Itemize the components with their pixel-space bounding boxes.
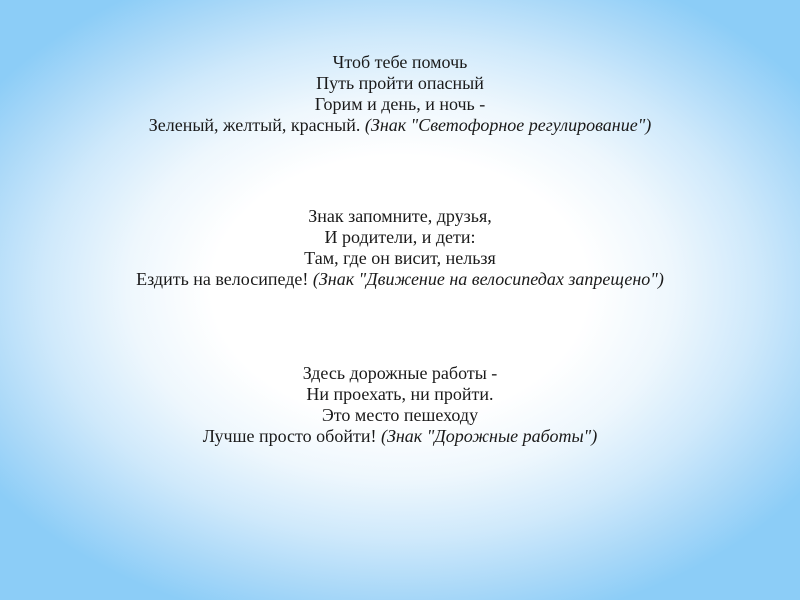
poem-line: Здесь дорожные работы - xyxy=(302,363,498,383)
sign-note: (Знак "Дорожные работы") xyxy=(380,426,598,446)
poem-line: Это место пешеходу xyxy=(321,405,479,425)
poem-line-text: Зеленый, желтый, красный. xyxy=(148,115,361,135)
poem-line-text: Ездить на велосипеде! xyxy=(136,269,309,289)
poem-line: Путь пройти опасный xyxy=(316,73,484,93)
poem-line-last xyxy=(0,426,800,447)
poem-line-last xyxy=(0,269,800,290)
poem-line: Знак запомните, друзья, xyxy=(308,206,492,226)
poem-line: И родители, и дети: xyxy=(324,227,476,247)
poem-line-text: Лучше просто обойти! xyxy=(202,426,377,446)
poem-line: Чтоб тебе помочь xyxy=(332,52,468,72)
poem-line: Ни проехать, ни пройти. xyxy=(306,384,494,404)
sign-note: (Знак "Светофорное регулирование") xyxy=(364,115,652,135)
stanza-traffic-light xyxy=(0,52,800,136)
poem-line: Горим и день, и ночь - xyxy=(314,94,486,114)
sign-note: (Знак "Движение на велосипедах запрещено") xyxy=(312,269,664,289)
stanza-no-bicycles xyxy=(0,206,800,290)
poem-line-last xyxy=(0,115,800,136)
poem-line: Там, где он висит, нельзя xyxy=(304,248,496,268)
stanza-road-works xyxy=(0,363,800,447)
